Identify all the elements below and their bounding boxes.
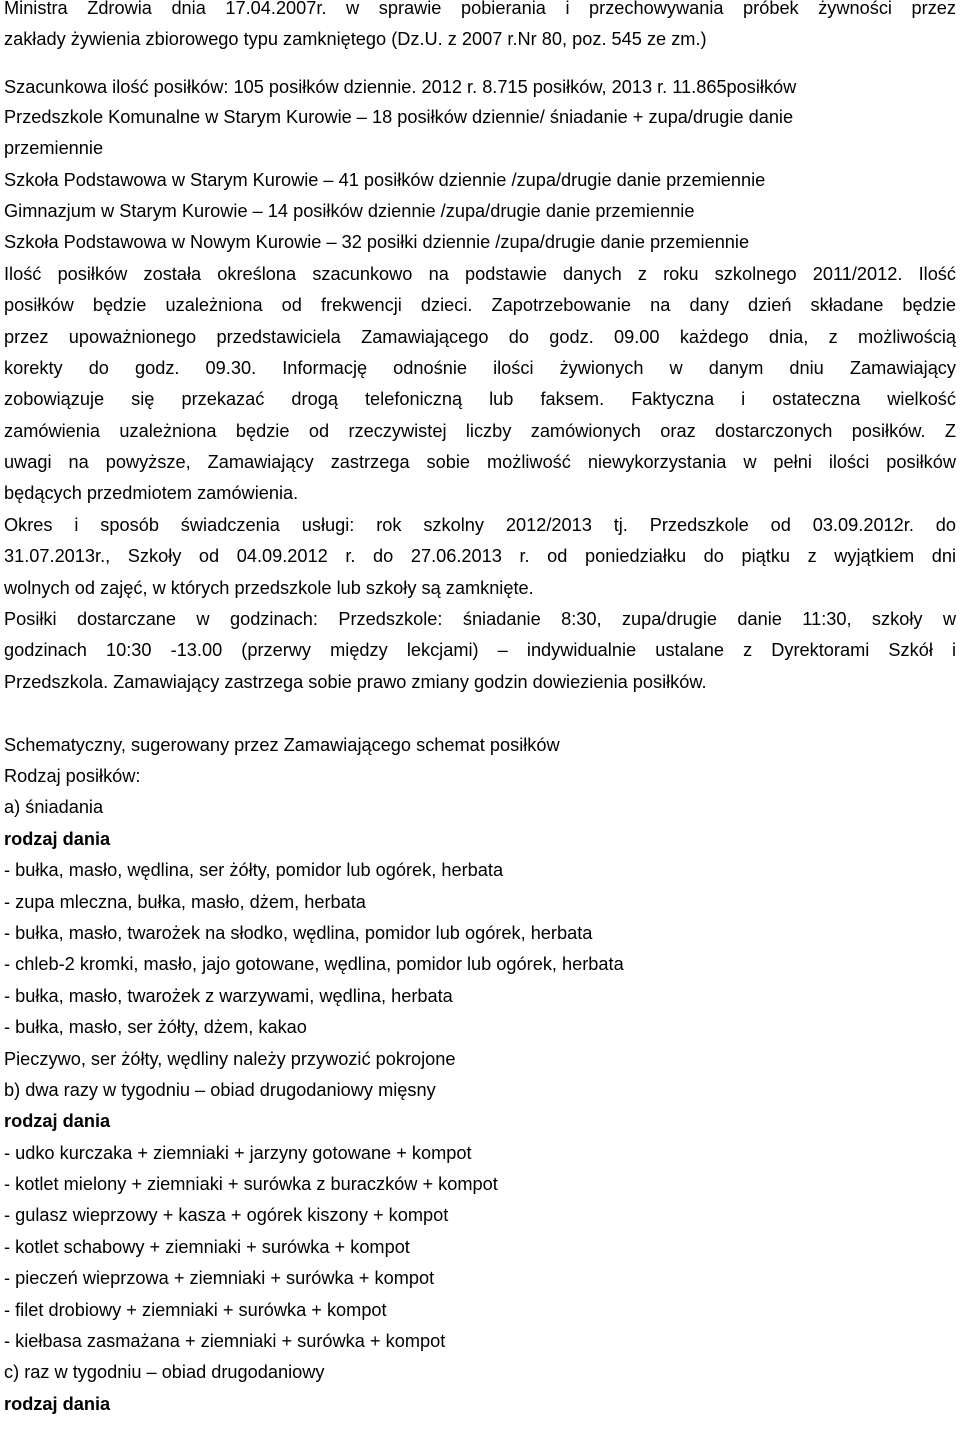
institution-line-3: Szkoła Podstawowa w Starym Kurowie – 41 posiłków dziennie /zupa/drugie danie przemiennie xyxy=(4,169,766,190)
quantity-note-line-2: posiłków będzie uzależniona od frekwencji dzieci. Zapotrzebowanie na dany dzień składane będzie xyxy=(4,295,956,316)
institution-line-2: przemiennie xyxy=(4,138,104,159)
quantity-note-line-4: korekty do godz. 09.30. Informację odnośnie ilości żywionych w danym dniu Zamawiający xyxy=(4,357,956,378)
lunch-item: - udko kurczaka + ziemniaki + jarzyny gotowane + kompot xyxy=(4,1142,472,1163)
quantity-note-line-8: będących przedmiotem zamówienia. xyxy=(4,483,299,504)
breakfast-item: - bułka, masło, wędlina, ser żółty, pomidor lub ogórek, herbata xyxy=(4,860,504,881)
lunch-item: - kiełbasa zasmażana + ziemniaki + surówka + kompot xyxy=(4,1331,446,1352)
breakfast-item: - zupa mleczna, bułka, masło, dżem, herbata xyxy=(4,891,366,912)
header-line-1: Ministra Zdrowia dnia 17.04.2007r. w sprawie pobierania i przechowywania próbek żywności przez xyxy=(4,0,956,18)
section-a-title: a) śniadania xyxy=(4,797,104,818)
lunch-item: - gulasz wieprzowy + kasza + ogórek kiszony + kompot xyxy=(4,1205,449,1226)
header-line-2: zakłady żywienia zbiorowego typu zamkniętego (Dz.U. z 2007 r.Nr 80, poz. 545 ze zm.) xyxy=(4,29,707,50)
breakfast-item: - bułka, masło, ser żółty, dżem, kakao xyxy=(4,1017,307,1038)
institution-line-4: Gimnazjum w Starym Kurowie – 14 posiłków dziennie /zupa/drugie danie przemiennie xyxy=(4,200,695,221)
breakfast-item: - bułka, masło, twarożek na słodko, wędlina, pomidor lub ogórek, herbata xyxy=(4,922,593,943)
section-c-title: c) raz w tygodniu – obiad drugodaniowy xyxy=(4,1362,325,1383)
quantity-note-line-7: uwagi na powyższe, Zamawiający zastrzega sobie możliwość niewykorzystania w pełni ilości posiłków xyxy=(4,452,956,473)
section-a-subtitle: rodzaj dania xyxy=(4,828,111,849)
section-c-subtitle: rodzaj dania xyxy=(4,1393,111,1414)
section-b-title: b) dwa razy w tygodniu – obiad drugodaniowy mięsny xyxy=(4,1079,436,1100)
breakfast-item: - bułka, masło, twarożek z warzywami, wędlina, herbata xyxy=(4,985,453,1006)
section-a-note: Pieczywo, ser żółty, wędliny należy przywozić pokrojone xyxy=(4,1048,456,1069)
lunch-item: - pieczeń wieprzowa + ziemniaki + surówka + kompot xyxy=(4,1268,435,1289)
delivery-line-1: Posiłki dostarczane w godzinach: Przedszkole: śniadanie 8:30, zupa/drugie danie 11:30, szkoły w xyxy=(4,609,956,630)
period-line-3: wolnych od zajęć, w których przedszkole lub szkoły są zamknięte. xyxy=(4,577,534,598)
period-line-2: 31.07.2013r., Szkoły od 04.09.2012 r. do 27.06.2013 r. od poniedziałku do piątku z wyjątkiem dni xyxy=(4,546,956,567)
period-line-1: Okres i sposób świadczenia usługi: rok szkolny 2012/2013 tj. Przedszkole od 03.09.2012r. do xyxy=(4,514,956,535)
quantity-note-line-3: przez upoważnionego przedstawiciela Zamawiającego do godz. 09.00 każdego dnia, z możliwością xyxy=(4,326,956,347)
menu-intro: Schematyczny, sugerowany przez Zamawiającego schemat posiłków xyxy=(4,734,560,755)
breakfast-item: - chleb-2 kromki, masło, jajo gotowane, wędlina, pomidor lub ogórek, herbata xyxy=(4,954,624,975)
lunch-item: - kotlet mielony + ziemniaki + surówka z buraczków + kompot xyxy=(4,1174,498,1195)
quantity-note-line-1: Ilość posiłków została określona szacunkowo na podstawie danych z roku szkolnego 2011/2012. Ilość xyxy=(4,263,956,284)
institution-line-1: Przedszkole Komunalne w Starym Kurowie – 18 posiłków dziennie/ śniadanie + zupa/drugie danie xyxy=(4,106,794,127)
quantity-note-line-6: zamówienia uzależniona będzie od rzeczywistej liczby zamówionych oraz dostarczonych posiłków. Z xyxy=(4,420,956,441)
meal-estimate: Szacunkowa ilość posiłków: 105 posiłków dziennie. 2012 r. 8.715 posiłków, 2013 r. 11.865posiłków xyxy=(4,76,797,97)
spacer xyxy=(4,698,956,729)
institution-line-5: Szkoła Podstawowa w Nowym Kurowie – 32 posiłki dziennie /zupa/drugie danie przemiennie xyxy=(4,232,750,253)
lunch-item: - filet drobiowy + ziemniaki + surówka + kompot xyxy=(4,1299,387,1320)
section-b-subtitle: rodzaj dania xyxy=(4,1111,111,1132)
lunch-item: - kotlet schabowy + ziemniaki + surówka + kompot xyxy=(4,1236,410,1257)
menu-types-label: Rodzaj posiłków: xyxy=(4,765,141,786)
quantity-note-line-5: zobowiązuje się przekazać drogą telefoniczną lub faksem. Faktyczna i ostateczna wielkość xyxy=(4,389,956,410)
delivery-line-3: Przedszkola. Zamawiający zastrzega sobie prawo zmiany godzin dowiezienia posiłków. xyxy=(4,671,707,692)
delivery-line-2: godzinach 10:30 -13.00 (przerwy między lekcjami) – indywidualnie ustalane z Dyrektorami Szkół i xyxy=(4,640,956,661)
